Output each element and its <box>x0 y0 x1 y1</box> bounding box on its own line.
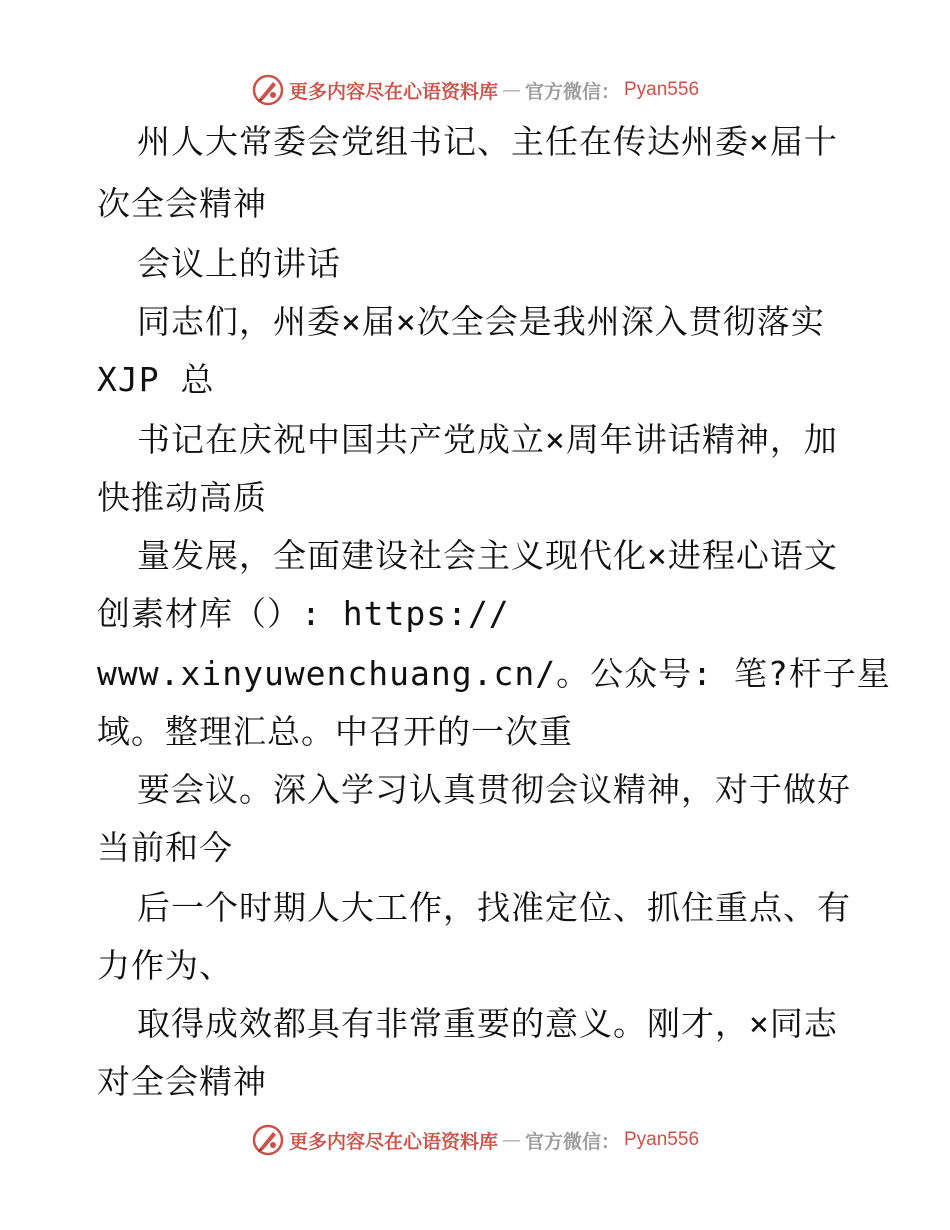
text-line: 后一个时期人大工作，找准定位、抓住重点、有 <box>137 888 851 927</box>
quill-pen-logo-icon <box>251 1123 285 1157</box>
text-line: XJP 总 <box>97 360 215 399</box>
text-line: 要会议。深入学习认真贯彻会议精神，对于做好 <box>137 770 851 809</box>
text-line: 域。整理汇总。中召开的一次重 <box>97 712 573 751</box>
quill-pen-logo-icon <box>251 73 285 107</box>
text-line: 量发展，全面建设社会主义现代化×进程心语文 <box>137 536 838 575</box>
banner-brand-text: 更多内容尽在心语资料库 <box>288 80 498 103</box>
text-line: 书记在庆祝中国共产党成立×周年讲话精神，加 <box>137 420 838 459</box>
text-line: 取得成效都具有非常重要的意义。刚才，×同志 <box>137 1004 838 1043</box>
text-line: 快推动高质 <box>97 478 267 517</box>
banner-wechat-label: 官方微信： <box>524 80 620 103</box>
banner-wechat-id: Pyan556 <box>624 1129 700 1150</box>
text-line: 创素材库（）: https:// <box>97 594 510 633</box>
banner-wechat-id: Pyan556 <box>624 79 700 100</box>
header-banner-inner <box>251 73 699 107</box>
text-line: www.xinyuwenchuang.cn/。公众号: 笔?杆子星 <box>97 654 891 693</box>
text-line: 对全会精神 <box>97 1062 267 1101</box>
banner-wechat-label: 官方微信： <box>524 1130 620 1153</box>
text-line: 次全会精神 <box>97 184 267 223</box>
banner-brand-text: 更多内容尽在心语资料库 <box>288 1130 498 1153</box>
banner-dash: — <box>501 79 521 101</box>
footer-banner <box>0 1120 950 1160</box>
text-line: 同志们，州委×届×次全会是我州深入贯彻落实 <box>137 302 825 341</box>
banner-dash: — <box>501 1129 521 1151</box>
text-line: 当前和今 <box>97 828 233 867</box>
footer-banner-inner <box>251 1123 699 1157</box>
header-banner <box>0 70 950 110</box>
text-line: 会议上的讲话 <box>137 244 341 283</box>
text-line: 力作为、 <box>97 946 233 985</box>
text-line: 州人大常委会党组书记、主任在传达州委×届十 <box>137 122 838 161</box>
